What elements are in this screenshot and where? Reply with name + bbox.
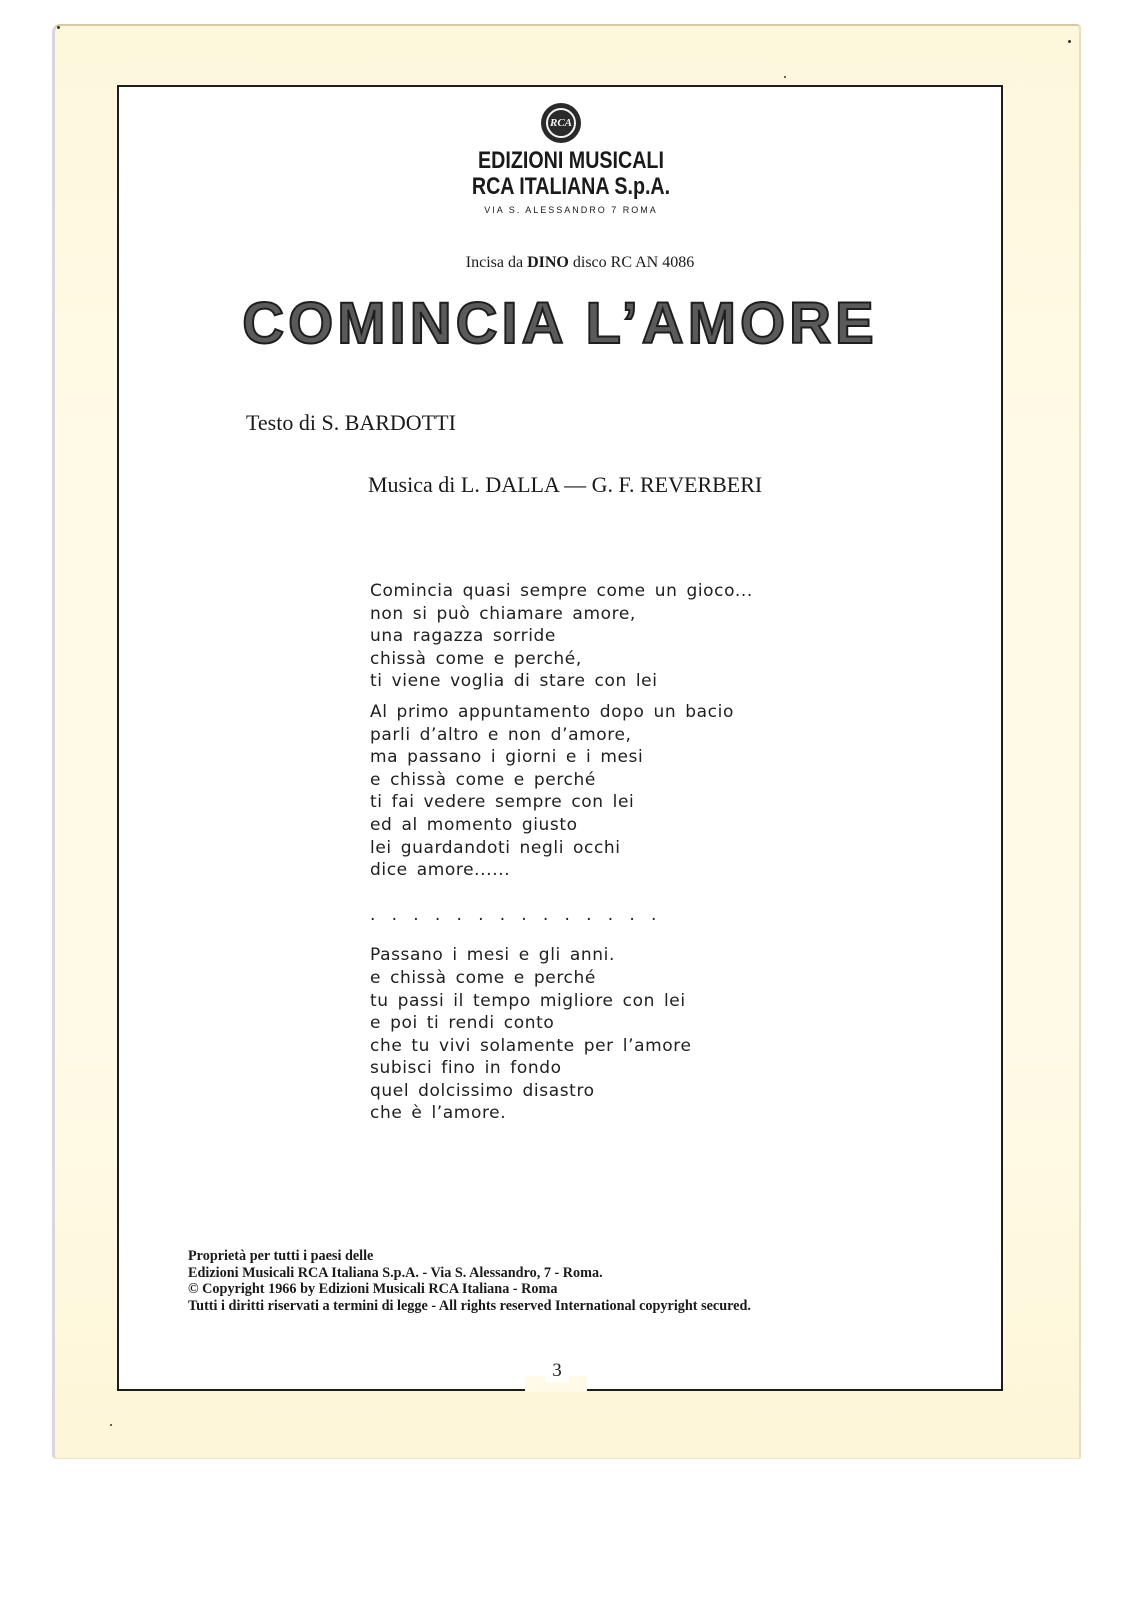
lyric-line: parli d’altro e non d’amore, [370, 724, 632, 745]
lyric-line: Comincia quasi sempre come un gioco... [370, 581, 753, 601]
stanza-separator: . . . . . . . . . . . . . . [370, 904, 657, 925]
music-credit: Musica di L. DALLA — G. F. REVERBERI [368, 472, 763, 497]
page-number: 3 [545, 1360, 569, 1382]
lyric-line: Passano i mesi e gli anni. [370, 945, 615, 966]
publisher-address: VIA S. ALESSANDRO 7 ROMA [484, 205, 658, 215]
lyric-line: una ragazza sorride [370, 626, 556, 647]
lyric-line: ma passano i giorni e i mesi [370, 747, 644, 768]
recording-prefix: Incisa da [465, 254, 528, 271]
stanza-1 [370, 580, 753, 693]
paper-speck [57, 26, 60, 29]
lyric-line: e chissà come e perché [370, 769, 596, 790]
lyric-line: che è l’amore. [370, 1103, 507, 1124]
recording-artist: DINO [527, 254, 569, 271]
publisher-name: EDIZIONI MUSICALI [478, 147, 664, 174]
footer-line: Edizioni Musicali RCA Italiana S.p.A. - Via S. Alessandro, 7 - Roma. [188, 1264, 603, 1281]
lyric-line: Al primo appuntamento dopo un bacio [370, 701, 734, 722]
lyric-line: ti fai vedere sempre con lei [370, 792, 635, 813]
lyric-line: tu passi il tempo migliore con lei [370, 990, 686, 1011]
publisher-company: RCA ITALIANA S.p.A. [471, 173, 671, 200]
paper-speck [784, 76, 786, 78]
song-title: COMINCIA L’AMORE [242, 291, 878, 356]
rca-logo-icon: RCA [546, 108, 576, 138]
lyric-line: subisci fino in fondo [370, 1058, 562, 1079]
footer-line: © Copyright 1966 by Edizioni Musicali RCA Italiana - Roma [188, 1281, 558, 1297]
footer-line: Tutti i diritti riservati a termini di legge - All rights reserved International copyright secured. [188, 1297, 751, 1314]
lyric-line: chissà come e perché, [370, 648, 582, 669]
stanza-2 [370, 701, 753, 882]
lyric-line: ti viene voglia di stare con lei [370, 671, 658, 692]
footer-line: Proprietà per tutti i paesi delle [188, 1248, 374, 1264]
recording-suffix: disco RC AN 4086 [568, 254, 695, 271]
rca-logo [541, 103, 581, 143]
lyrics-credit: Testo di S. BARDOTTI [246, 410, 456, 435]
paper-speck [110, 1424, 112, 1426]
lyric-line: dice amore...... [370, 860, 511, 881]
stanza-3 [370, 944, 753, 1125]
lyric-line: quel dolcissimo disastro [370, 1080, 595, 1101]
lyrics-block [370, 580, 753, 1133]
recording-info [380, 254, 780, 272]
copyright-footer [188, 1248, 751, 1314]
paper-speck [1068, 40, 1071, 43]
lyric-line: ed al momento giusto [370, 814, 578, 835]
lyric-line: non si può chiamare amore, [370, 603, 636, 624]
lyric-line: che tu vivi solamente per l’amore [370, 1035, 692, 1056]
lyric-line: e chissà come e perché [370, 967, 596, 988]
lyric-line: lei guardandoti negli occhi [370, 837, 621, 858]
lyric-line: e poi ti rendi conto [370, 1013, 555, 1034]
